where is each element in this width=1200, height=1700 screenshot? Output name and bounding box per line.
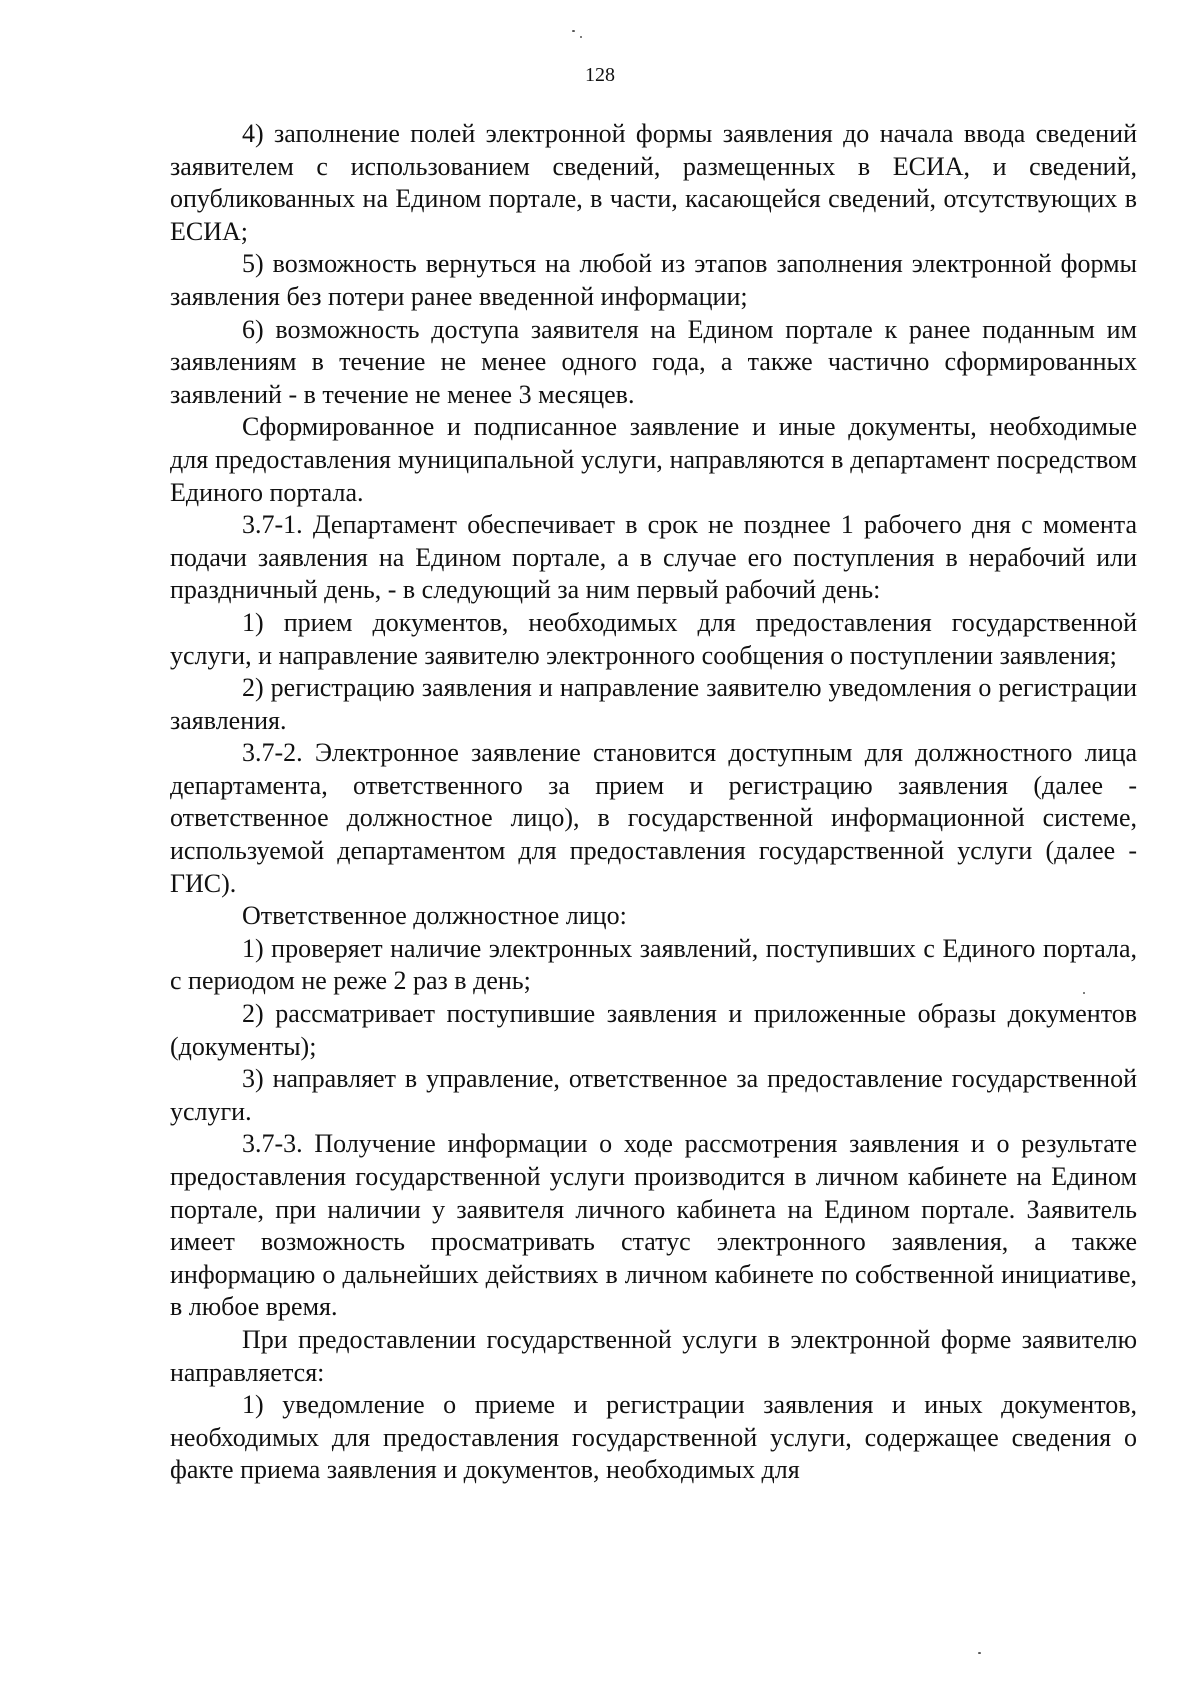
paragraph-item-1-checks: 1) проверяет наличие электронных заявлений, поступивших с Единого портала, с периодом не реже 2 раз в день;	[170, 933, 1137, 996]
scan-speck	[580, 36, 582, 38]
scan-speck	[1083, 992, 1085, 994]
paragraph-item-6-access: 6) возможность доступа заявителя на Едином портале к ранее поданным им заявлениям в течение не менее одного года, а также частично сформированных заявлений - в течение не менее 3 месяцев.	[170, 314, 1137, 409]
document-body	[170, 118, 1137, 1487]
paragraph-item-2-reviews: 2) рассматривает поступившие заявления и приложенные образы документов (документы);	[170, 999, 1137, 1061]
paragraph-item-1-reception: 1) прием документов, необходимых для предоставления государственной услуги, и направление заявителю электронного сообщения о поступлении заявления;	[170, 607, 1137, 670]
paragraph-item-3-forwards: 3) направляет в управление, ответственное за предоставление государственной услуги.	[170, 1064, 1137, 1126]
paragraph-item-1-notification: 1) уведомление о приеме и регистрации заявления и иных документов, необходимых для предоставления государственной услуги, содержащее сведения о факте приема заявления и документов, необходимых для	[170, 1390, 1137, 1485]
paragraph-electronic-form: При предоставлении государственной услуги в электронной форме заявителю направляется:	[170, 1324, 1137, 1387]
scan-speck	[572, 30, 575, 32]
paragraph-formed-application: Сформированное и подписанное заявление и иные документы, необходимые для предоставления муниципальной услуги, направляются в департамент посредством Единого портала.	[170, 412, 1137, 507]
paragraph-section-3-7-3: 3.7-3. Получение информации о ходе рассмотрения заявления и о результате предоставления государственной услуги производится в личном кабинете на Едином портале, при наличии у заявителя личного кабинета на Едином портале. Заявитель имеет возможность просматривать статус электронного заявления, а также информацию о дальнейших действиях в личном кабинете по собственной инициативе, в любое время.	[170, 1129, 1137, 1322]
paragraph-item-5-return: 5) возможность вернуться на любой из этапов заполнения электронной формы заявления без потери ранее введенной информации;	[170, 249, 1137, 311]
page-number: 128	[585, 64, 615, 86]
scan-speck	[978, 1652, 981, 1654]
paragraph-item-2-registration: 2) регистрацию заявления и направление заявителю уведомления о регистрации заявления.	[170, 673, 1137, 735]
paragraph-section-3-7-1: 3.7-1. Департамент обеспечивает в срок не позднее 1 рабочего дня с момента подачи заявления на Едином портале, а в случае его поступления в нерабочий или праздничный день, - в следующий за ним первый рабочий день:	[170, 510, 1137, 605]
paragraph-item-4-prefill: 4) заполнение полей электронной формы заявления до начала ввода сведений заявителем с использованием сведений, размещенных в ЕСИА, и сведений, опубликованных на Едином портале, в части, касающейся сведений, отсутствующих в ЕСИА;	[170, 119, 1137, 246]
paragraph-section-3-7-2: 3.7-2. Электронное заявление становится доступным для должностного лица департамента, ответственного за прием и регистрацию заявления (далее - ответственное должностное лицо), в государственной информационной системе, используемой департаментом для предоставления государственной услуги (далее - ГИС).	[170, 738, 1137, 898]
paragraph-responsible-official: Ответственное должностное лицо:	[242, 901, 627, 931]
